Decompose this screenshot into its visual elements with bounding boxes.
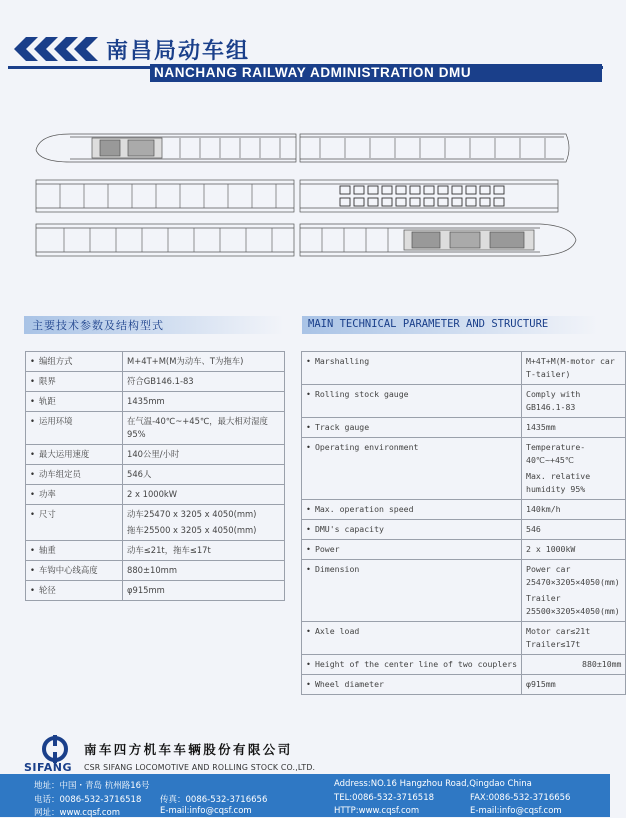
web-cn[interactable]: 网址：www.cqsf.com [34, 808, 121, 818]
table-row: • 轨距 1435mm [26, 392, 285, 412]
table-row: • 尺寸 动车25470 x 3205 x 4050(mm) 拖车25500 x 3205 x 4050(mm) [26, 505, 285, 541]
company-name-en: CSR SIFANG LOCOMOTIVE AND ROLLING STOCK CO.,LTD. [84, 763, 316, 772]
car-drawing-5 [36, 224, 294, 256]
car-drawing-4 [300, 180, 558, 212]
car-drawing-3 [36, 180, 294, 212]
tel-en: TEL:0086-532-3716518 [334, 793, 435, 803]
page-title-cn: 南昌局动车组 [106, 39, 251, 64]
table-row: • 编组方式 M+4T+M(M为动车、T为拖车) [26, 352, 285, 372]
spec-table-en [301, 351, 626, 695]
fax-en: FAX:0086-532-3716656 [470, 793, 571, 803]
table-row: • 动车组定员 546人 [26, 465, 285, 485]
table-row: • Height of the center line of two couplers 880±10mm [302, 655, 626, 675]
table-row: • Power 2 x 1000kW [302, 540, 626, 560]
company-name-cn: 南车四方机车车辆股份有限公司 [84, 742, 293, 757]
table-row: • Marshalling M+4T+M(M-motor car T-tailer) [302, 352, 626, 385]
fax-cn: 传真：0086-532-3716656 [160, 795, 268, 805]
table-row: • Axle load Motor car≤21t Trailer≤17t [302, 622, 626, 655]
table-row: • 功率 2 x 1000kW [26, 485, 285, 505]
table-row: • 运用环境 在气温-40℃~+45℃，最大相对湿度95% [26, 412, 285, 445]
table-row: • Track gauge 1435mm [302, 418, 626, 438]
spec-table-cn [25, 351, 285, 601]
table-row: • 轮径 φ915mm [26, 581, 285, 601]
page-title-en: NANCHANG RAILWAY ADMINISTRATION DMU [154, 65, 472, 80]
train-layout-drawings [0, 120, 610, 270]
sifang-logo-icon [40, 735, 70, 763]
address-cn: 地址：中国・青岛 杭州路16号 [34, 781, 150, 791]
tel-cn: 电话：0086-532-3716518 [34, 795, 142, 805]
table-row: • Operating environment Temperature-40℃~+45℃ Max. relative humidity 95% [302, 438, 626, 500]
section-title-cn: 主要技术参数及结构型式 [32, 319, 164, 332]
table-row: • DMU's capacity 546 [302, 520, 626, 540]
sifang-logo-text: SIFANG [24, 761, 73, 774]
email-cn[interactable]: E-mail:info@cqsf.com [160, 806, 252, 816]
table-row: • 最大运用速度 140公里/小时 [26, 445, 285, 465]
table-row: • Rolling stock gauge Comply with GB146.1-83 [302, 385, 626, 418]
car-drawing-head-left [36, 134, 296, 162]
table-row: • Max. operation speed 140km/h [302, 500, 626, 520]
table-row: • Wheel diameter φ915mm [302, 675, 626, 695]
car-drawing-2 [300, 134, 569, 162]
web-en[interactable]: HTTP:www.cqsf.com [334, 806, 420, 816]
chevron-arrows-icon [8, 36, 100, 62]
table-row: • Dimension Power car 25470×3205×4050(mm) Trailer 25500×3205×4050(mm) [302, 560, 626, 622]
car-drawing-tail-right [300, 224, 576, 256]
email-en[interactable]: E-mail:info@cqsf.com [470, 806, 562, 816]
table-row: • 限界 符合GB146.1-83 [26, 372, 285, 392]
table-row: • 轴重 动车≤21t，拖车≤17t [26, 541, 285, 561]
address-en: Address:NO.16 Hangzhou Road,Qingdao China [334, 779, 532, 789]
table-row: • 车钩中心线高度 880±10mm [26, 561, 285, 581]
section-title-en: MAIN TECHNICAL PARAMETER AND STRUCTURE [308, 318, 549, 330]
